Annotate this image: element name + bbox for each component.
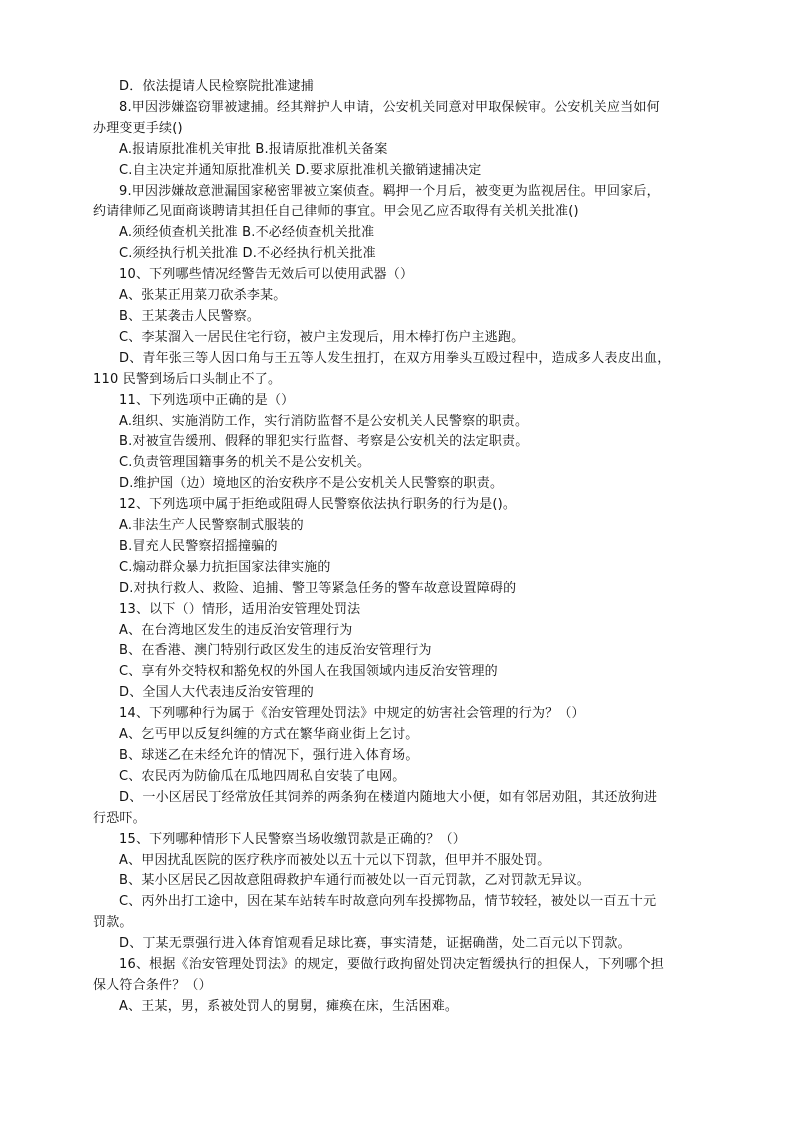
text-line: B、某小区居民乙因故意阻碍救护车通行而被处以一百元罚款，乙对罚款无异议。 — [119, 873, 591, 889]
text-line: 罚款。 — [93, 915, 133, 931]
text-line: C.须经执行机关批准 D.不必经执行机关批准 — [119, 246, 376, 262]
text-line: D．依法提请人民检察院批准逮捕 — [119, 79, 315, 94]
text-line: D、一小区居民丁经常放任其饲养的两条狗在楼道内随地大小便，如有邻居劝阻，其还放狗进 — [119, 789, 658, 805]
text-line: 13、以下（）情形，适用治安管理处罚法 — [119, 601, 361, 617]
text-line: 110 民警到场后口头制止不了。 — [93, 371, 282, 387]
text-line: D、丁某无票强行进入体育馆观看足球比赛，事实清楚，证据确凿，处二百元以下罚款。 — [119, 936, 631, 952]
text-line: B、球迷乙在未经允许的情况下，强行进入体育场。 — [119, 748, 419, 763]
text-line: C、李某溜入一居民住宅行窃，被户主发现后，用木棒打伤户主逃跑。 — [119, 329, 525, 345]
document-body — [93, 77, 699, 1018]
text-line: C.负责管理国籍事务的机关不是公安机关。 — [119, 455, 371, 471]
text-line: A.组织、实施消防工作，实行消防监督不是公安机关人民警察的职责。 — [119, 413, 529, 429]
text-line: 10、下列哪些情况经警告无效后可以使用武器（） — [119, 267, 414, 283]
text-line: D、全国人大代表违反治安管理的 — [119, 685, 315, 701]
text-line: A、张某正用菜刀砍杀李某。 — [119, 288, 287, 304]
text-line: C.自主决定并通知原批准机关 D.要求原批准机关撤销逮捕决定 — [119, 162, 482, 178]
text-line: 8.甲因涉嫌盗窃罪被逮捕。经其辩护人申请，公安机关同意对甲取保候审。公安机关应当如何 — [119, 99, 660, 115]
text-line: C、丙外出打工途中，因在某车站转车时故意向列车投掷物品，情节较轻，被处以一百五十元 — [119, 894, 657, 910]
text-line: A.非法生产人民警察制式服装的 — [119, 518, 304, 534]
text-line: A.报请原批准机关审批 B.报请原批准机关备案 — [119, 141, 388, 157]
text-line: B.冒充人民警察招摇撞骗的 — [119, 538, 278, 554]
text-line: 14、下列哪种行为属于《治安管理处罚法》中规定的妨害社会管理的行为？（） — [119, 706, 585, 722]
text-line: 16、根据《治安管理处罚法》的规定，要做行政拘留处罚决定暂缓执行的担保人，下列哪个担 — [119, 957, 664, 973]
text-line: 11、下列选项中正确的是（） — [119, 392, 295, 408]
text-line: C.煽动群众暴力抗拒国家法律实施的 — [119, 559, 331, 575]
text-line: B.对被宣告缓刑、假释的罪犯实行监督、考察是公安机关的法定职责。 — [119, 434, 529, 450]
text-line: A.须经侦查机关批准 B.不必经侦查机关批准 — [119, 225, 375, 241]
text-line: C、农民丙为防偷瓜在瓜地四周私自安装了电网。 — [119, 768, 406, 784]
text-line: 保人符合条件？（） — [93, 977, 212, 993]
text-line: A、甲因扰乱医院的医疗秩序而被处以五十元以下罚款，但甲并不服处罚。 — [119, 852, 551, 868]
text-line: A、乞丐甲以反复纠缠的方式在繁华商业街上乞讨。 — [119, 727, 419, 743]
text-line: 15、下列哪种情形下人民警察当场收缴罚款是正确的？（） — [119, 831, 466, 847]
text-line: D、青年张三等人因口角与王五等人发生扭打，在双方用拳头互殴过程中，造成多人表皮出血， — [119, 350, 671, 366]
text-line: 办理变更手续() — [93, 120, 183, 136]
text-line: A、在台湾地区发生的违反治安管理行为 — [119, 622, 353, 638]
text-line: 行恐吓。 — [93, 810, 146, 826]
text-line: 12、下列选项中属于拒绝或阻碍人民警察依法执行职务的行为是()。 — [119, 497, 517, 513]
text-line: D.维护国（边）境地区的治安秩序不是公安机关人民警察的职责。 — [119, 476, 504, 492]
text-line: A、王某，男，系被处罚人的舅舅，瘫痪在床，生活困难。 — [119, 998, 459, 1014]
text-line: B、在香港、澳门特别行政区发生的违反治安管理行为 — [119, 643, 432, 659]
text-line: 约请律师乙见面商谈聘请其担任自己律师的事宜。甲会见乙应否取得有关机关批准() — [93, 204, 579, 220]
text-line: D.对执行救人、救险、追捕、警卫等紧急任务的警车故意设置障碍的 — [119, 580, 517, 596]
text-line: C、享有外交特权和豁免权的外国人在我国领域内违反治安管理的 — [119, 664, 498, 680]
text-line: B、王某袭击人民警察。 — [119, 308, 261, 324]
text-line: 9.甲因涉嫌故意泄漏国家秘密罪被立案侦查。羁押一个月后，被变更为监视居住。甲回家后， — [119, 183, 660, 199]
